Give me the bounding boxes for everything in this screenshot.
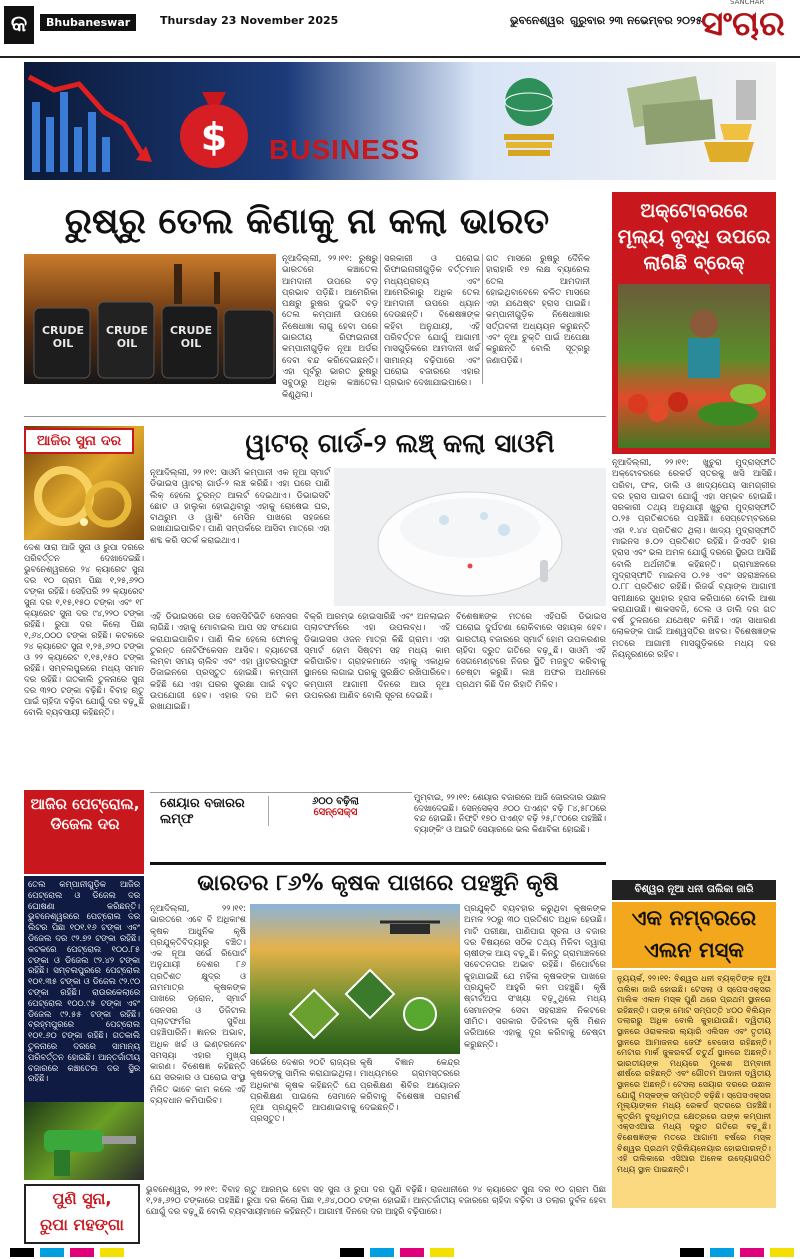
lead-column-1: ନୂଆଦିଲ୍ଲୀ, ୨୨।୧୧: ରୁଷରୁ ଭାରତରେ କଞ୍ଚାତେଲ ଆମଦାନୀ ଉପରେ ବଡ଼ ପ୍ରଭାବ ପଡ଼ିଛି। ଆମେରିକା ପକ୍ଷରୁ ରୁଷର ଦୁଇଟି ବଡ଼ ତେଲ କମ୍ପାନୀ ଉପରେ ନିଷେଧାଜ୍ଞା ଲାଗୁ ହେବା ପରେ ଭାରତୀୟ ରିଫାଇନାରୀ କମ୍ପାନୀଗୁଡ଼ିକ ନୂଆ ଅର୍ଡର ଦେବା ବନ୍ଦ କରିଦେଇଛନ୍ତି। ଏହା ପୂର୍ବରୁ ଭାରତ ରୁଷରୁ ସବୁଠାରୁ ଅଧିକ କଞ୍ଚାତେଲ କିଣୁଥିଲା। <box>282 254 378 400</box>
water-guard-photo <box>334 468 606 606</box>
drone-icon <box>250 904 460 1054</box>
falling-chart-icon <box>24 62 164 180</box>
sensex-label <box>268 796 402 826</box>
crude-oil-photo <box>24 254 276 384</box>
print-color-bar <box>0 1246 800 1259</box>
device-icon <box>334 468 606 606</box>
agri-tech-photo <box>250 904 460 1054</box>
section-divider <box>24 416 606 417</box>
gold-rate-tag: ଆଜିର ସୁନା ଦର <box>24 428 134 454</box>
fuel-nozzle-photo <box>24 1102 144 1180</box>
xiaomi-column-1: ଏହି ଡିଭାଇସରେ ଉଚ୍ଚ ସେନସିଟିଭିଟି ସେନସର ଲାଗିଛି। ଏହାକୁ ମୋବାଇଲ ଆପ ସହ ସଂଯୋଗ କରାଯାଇପାରିବ। ପାଣି ଲିକ ହେଲେ ଫୋନକୁ ତୁରନ୍ତ ନୋଟିଫିକେସନ ଆସିବ। ବ୍ୟାଟେରୀ ଲମ୍ବା ସମୟ ଚାଲିବ ଏବଂ ଏହା ୱାଟରପ୍ରୁଫ ଡିଜାଇନରେ ପ୍ରସ୍ତୁତ ହୋଇଛି। କମ୍ପାନୀ କହିଛି ଯେ ଏହା ଘରର ସୁରକ୍ଷା ପାଇଁ ବହୁତ ଉପଯୋଗୀ ହେବ। ଏହାର ଦର ଅତି କମ ରଖାଯାଇଛି। <box>150 612 298 713</box>
musk-headline-line: ଏଲନ ମସ୍କ <box>644 938 744 962</box>
inflation-headline-line: ମୂଲ୍ୟ ବୃଦ୍ଧି ଉପରେ <box>617 226 771 248</box>
market-label: ଶେୟାର ବଜାରର ଲମ୍ଫ <box>160 796 245 827</box>
petrol-body: ତେଲ କମ୍ପାନୀଗୁଡ଼ିକ ଆଜିର ପେଟ୍ରୋଲ ଓ ଡିଜେଲ ଦର ଘୋଷଣା କରିଛନ୍ତି। ଭୁବନେଶ୍ୱରରେ ପେଟ୍ରୋଲ ଦର ଲିଟର ପିଛା ୧୦୧.୧୬ ଟଙ୍କା ଏବଂ ଡିଜେଲ ଦର ୯୨.୭୨ ଟଙ୍କା ରହିଛି। କଟକରେ ପେଟ୍ରୋଲ ୧୦୦.୮୫ ଟଙ୍କା ଓ ଡିଜେଲ ୯୨.୪୨ ଟଙ୍କା ରହିଛି। ସମ୍ବଲପୁରରେ ପେଟ୍ରୋଲ ୧୦୧.୩୫ ଟଙ୍କା ଓ ଡିଜେଲ ୯୨.୯୦ ଟଙ୍କା ରହିଛି। ରାଉରକେଲାରେ ପେଟ୍ରୋଲ ୧୦୦.୯୫ ଟଙ୍କା ଏବଂ ଡିଜେଲ ୯୨.୫୫ ଟଙ୍କା ରହିଛି। ବ୍ରହ୍ମପୁରରେ ପେଟ୍ରୋଲ ୧୦୧.୬୦ ଟଙ୍କା ରହିଛି। ଗତକାଲି ତୁଳନାରେ ଦରରେ ସାମାନ୍ୟ ପରିବର୍ତ୍ତନ ହୋଇଛି। ଆନ୍ତର୍ଜାତୀୟ ବଜାରରେ କଞ୍ଚାତେଲ ଦର ସ୍ଥିର ରହିଛି। <box>24 876 144 1102</box>
musk-body: ନ୍ୟୁୟର୍କ, ୨୨।୧୧: ବିଶ୍ୱର ଧନୀ ବ୍ୟକ୍ତିଙ୍କ ନୂଆ ତାଲିକା ଜାରି ହୋଇଛି। ଟେସଲା ଓ ସ୍ପେସଏକ୍ସର ମାଲିକ ଏଲନ ମସ୍କ ପୁଣି ଥରେ ପ୍ରଥମ ସ୍ଥାନରେ ରହିଛନ୍ତି। ତାଙ୍କ ମୋଟ ସମ୍ପତ୍ତି ୪୦୦ ବିଲିୟନ ଡଲାରରୁ ଅଧିକ ବୋଲି କୁହାଯାଉଛି। ଦ୍ୱିତୀୟ ସ୍ଥାନରେ ଓରାକଲର ଲ୍ୟାରି ଏଲିସନ ଏବଂ ତୃତୀୟ ସ୍ଥାନରେ ଆମାଜନର ଜେଫ ବେଜୋସ ରହିଛନ୍ତି। ମେଟାର ମାର୍କ ଜୁକରବର୍ଗ ଚତୁର୍ଥ ସ୍ଥାନରେ ଅଛନ୍ତି। ଭାରତୀୟଙ୍କ ମଧ୍ୟରେ ମୁକେଶ ଅମ୍ବାନୀ ଶୀର୍ଷରେ ରହିଛନ୍ତି ଏବଂ ଗୌତମ ଆଦାନୀ ଦ୍ୱିତୀୟ ସ୍ଥାନରେ ଅଛନ୍ତି। ଟେସଲା ସେୟାର ଦରରେ ଉଛାଳ ଯୋଗୁଁ ମସ୍କଙ୍କ ସମ୍ପତ୍ତି ବଢ଼ିଛି। ସ୍ପେସଏକ୍ସର ମୂଲ୍ୟାଙ୍କନ ମଧ୍ୟ ରେକର୍ଡ ସ୍ତରରେ ପହଞ୍ଚିଛି। କୃତ୍ରିମ ବୁଦ୍ଧିମତ୍ତା କ୍ଷେତ୍ରରେ ତାଙ୍କ କମ୍ପାନୀ ଏକ୍ସଏଆଇ ମଧ୍ୟ ଦ୍ରୁତ ଗତିରେ ବଢ଼ୁଛି। ବିଶେଷଜ୍ଞଙ୍କ ମତରେ ଆଗାମୀ ବର୍ଷରେ ମସ୍କ ବିଶ୍ୱର ପ୍ରଥମ ଟ୍ରିଲିୟନେୟାର ହୋଇପାରନ୍ତି। ଏହି ତାଲିକାରେ ଏସିଆର ଅନେକ ଉଦ୍ୟୋଗପତି ମଧ୍ୟ ସ୍ଥାନ ପାଇଛନ୍ତି। <box>612 970 776 1208</box>
vegetable-market-photo <box>618 284 770 448</box>
sensex-gain: ୬୦୦ ବଢ଼ିଲା <box>312 796 359 807</box>
banner-label: BUSINESS <box>269 134 421 165</box>
xiaomi-headline: ୱାଟର୍ ଗାର୍ଡ-୨ ଲଞ୍ଚ୍ କଲା ସାଓମି <box>245 429 555 459</box>
sona-headline <box>24 1184 140 1244</box>
sona-body: ଭୁବନେଶ୍ୱର, ୨୨।୧୧: ବିବାହ ଋତୁ ଆରମ୍ଭ ହେବା ସହ ସୁନା ଓ ରୁପା ଦର ପୁଣି ବଢ଼ିଛି। ରାଜଧାନୀରେ ୨୪ କ୍ୟାରେଟ ସୁନା ଦର ୧୦ ଗ୍ରାମ ପିଛା ୧,୨୫,୬୨୦ ଟଙ୍କାରେ ପହଞ୍ଚିଛି। ରୁପା ଦର କିଲୋ ପିଛା ୧,୬୪,୦୦୦ ଟଙ୍କା ହୋଇଛି। ଆନ୍ତର୍ଜାତୀୟ ବଜାରରେ ଚାହିଦା ବଢ଼ିବା ଓ ଡଲାର ଦୁର୍ବଳ ହେବା ଯୋଗୁଁ ଦର ବଢ଼ୁଛି ବୋଲି ବ୍ୟବସାୟୀମାନେ କହିଛନ୍ତି। ଆଗାମୀ ଦିନରେ ଦର ଆହୁରି ବଢ଼ିପାରେ। <box>146 1184 606 1216</box>
lead-column-3: ଗତ ମାସରେ ରୁଷରୁ ଦୈନିକ ହାରାହାରି ୧୭ ଲକ୍ଷ ବ୍ୟାରେଲ ତେଲ ଆମଦାନୀ ହୋଇଥିବାବେଳେ ଚଳିତ ମାସରେ ଏହା ଯଥେଷ୍ଟ ହ୍ରାସ ପାଇଛି। କମ୍ପାନୀଗୁଡ଼ିକ ନିଷେଧାଜ୍ଞାର ସର୍ତ୍ତାବଳୀ ଅଧ୍ୟୟନ କରୁଛନ୍ତି ଏବଂ ନୂଆ ଚୁକ୍ତି ପାଇଁ ଅପେକ୍ଷା କରୁଛନ୍ତି ବୋଲି ସୂତ୍ରରୁ ଜଣାପଡ଼ିଛି। <box>486 254 590 366</box>
krishi-column-2: ପ୍ରଯୁକ୍ତି ବ୍ୟବହାର କରୁଥିବା କୃଷକଙ୍କ ଅମଳ ୨୦ରୁ ୩୦ ପ୍ରତିଶତ ଅଧିକ ହେଉଛି। ମାଟି ପରୀକ୍ଷା, ପାଣିପାଗ ସୂଚନା ଓ ବଜାର ଦର ବିଷୟରେ ସଠିକ ତଥ୍ୟ ମିଳିବା ଦ୍ୱାରା ଚାଷୀଙ୍କ ଆୟ ବଢ଼ୁଛି। କିନ୍ତୁ ଗ୍ରାମାଞ୍ଚଳରେ ସଚେତନତାର ଅଭାବ ରହିଛି। ରିପୋର୍ଟରେ କୁହାଯାଇଛି ଯେ ମହିଳା କୃଷକଙ୍କ ପାଖରେ ପ୍ରଯୁକ୍ତି ଆହୁରି କମ ପହଞ୍ଚୁଛି। କୃଷି ଷ୍ଟାର୍ଟଅପ ସଂଖ୍ୟା ବଢ଼ୁଥିଲେ ମଧ୍ୟ ସେମାନଙ୍କ ସେବା ସହରାଞ୍ଚଳ ନିକଟରେ ସୀମିତ। ସରକାର ଡିଜିଟାଲ କୃଷି ମିଶନ ଜରିଆରେ ଏହାକୁ ଦୂର କରିବାକୁ ଚେଷ୍ଟା କରୁଛନ୍ତି। <box>464 904 606 1050</box>
inflation-headline-line: ଲାଗିଛି ବ୍ରେକ୍ <box>643 252 745 274</box>
lead-headline: ରୁଷ୍‌ରୁ ତେଲ କିଣାକୁ ନା କଲା ଭାରତ <box>64 201 550 242</box>
money-bag-icon <box>174 74 254 170</box>
column-divider <box>482 254 483 384</box>
musk-tag: ବିଶ୍ୱର ନୂଆ ଧନୀ ତାଲିକା ଜାରି <box>612 880 776 900</box>
newspaper-logo: ସଂଚାର <box>701 4 785 44</box>
date-label-en: Thursday 23 November 2025 <box>160 14 339 27</box>
barrel-label: CRUDE OIL <box>105 324 149 350</box>
lead-column-2: ସରକାରୀ ଓ ଘରୋଇ ରିଫାଇନାରୀଗୁଡ଼ିକ ବର୍ତ୍ତମାନ ମଧ୍ୟପ୍ରାଚ୍ୟ ଏବଂ ଆମେରିକାରୁ ଅଧିକ ତେଲ ଆମଦାନୀ ଉପରେ ଧ୍ୟାନ ଦେଉଛନ୍ତି। ବିଶେଷଜ୍ଞଙ୍କ କହିବା ଅନୁଯାୟୀ, ଏହି ପରିବର୍ତ୍ତନ ଯୋଗୁଁ ଆଗାମୀ ମାସଗୁଡ଼ିକରେ ଆମଦାନୀ ଖର୍ଚ୍ଚ ସାମାନ୍ୟ ବଢ଼ିପାରେ ଏବଂ ଘରୋଇ ବଜାରରେ ଏହାର ପ୍ରଭାବ ଦେଖାଯାଇପାରେ। <box>384 254 480 389</box>
inflation-headline <box>612 198 776 276</box>
krishi-column-4: କୃଷି ବିଜ୍ଞାନ କେନ୍ଦ୍ର ମାଧ୍ୟମରେ ଗ୍ରାମସ୍ତରରେ ପ୍ରଶିକ୍ଷଣ ଶିବିର ଆୟୋଜନ କରିବାକୁ ବିଶେଷଜ୍ଞ ପରାମର୍ଶ ଦେଇଛନ୍ତି। <box>360 1058 460 1114</box>
sensex-name: ସେନ୍ସେକ୍ସ <box>313 807 358 818</box>
date-label-or: ଗୁରୁବାର ୨୩ ନଭେମ୍ବର ୨୦୨୫ <box>570 14 703 27</box>
inflation-body: ନୂଆଦିଲ୍ଲୀ, ୨୨।୧୧: ଖୁଚୁରା ମୁଦ୍ରାସ୍ଫୀତି ଅକ୍ଟୋବରରେ ରେକର୍ଡ ସ୍ତରକୁ ଖସି ଆସିଛି। ପରିବା, ଫଳ, ଡାଲି ଓ ଖାଦ୍ୟପେୟ ସାମଗ୍ରୀର ଦର ହ୍ରାସ ପାଇବା ଯୋଗୁଁ ଏହା ସମ୍ଭବ ହୋଇଛି। ସରକାରୀ ତଥ୍ୟ ଅନୁଯାୟୀ ଖୁଚୁରା ମୁଦ୍ରାସ୍ଫୀତି ୦.୨୫ ପ୍ରତିଶତରେ ପହଞ୍ଚିଛି। ସେପ୍ଟେମ୍ବରରେ ଏହା ୧.୪୪ ପ୍ରତିଶତ ଥିଲା। ଖାଦ୍ୟ ମୁଦ୍ରାସ୍ଫୀତି ମାଇନସ ୫.୦୨ ପ୍ରତିଶତ ରହିଛି। ଜିଏସଟି ହାର ହ୍ରାସ ଏବଂ ଭଲ ଅମଳ ଯୋଗୁଁ ଦରରେ ସ୍ଥିରତା ଆସିଛି ବୋଲି ଅର୍ଥନୀତିଜ୍ଞ କହିଛନ୍ତି। ଗ୍ରାମାଞ୍ଚଳରେ ମୁଦ୍ରାସ୍ଫୀତି ମାଇନସ ୦.୨୫ ଏବଂ ସହରାଞ୍ଚଳରେ ୦.୮୮ ପ୍ରତିଶତ ରହିଛି। ରିଜର୍ଭ ବ୍ୟାଙ୍କ ଆଗାମୀ ସମୀକ୍ଷାରେ ସୁଧହାର ହ୍ରାସ କରିପାରେ ବୋଲି ଆଶା କରାଯାଉଛି। ଶାକସବଜି, ତେଲ ଓ ଡାଲି ଦର ଗତ ବର୍ଷ ତୁଳନାରେ ଯଥେଷ୍ଟ କମିଛି। ଏହା ସାଧାରଣ ଲୋକଙ୍କ ପାଇଁ ଆଶ୍ୱସ୍ତିର ଖବର। ବିଶେଷଜ୍ଞଙ୍କ ମତରେ ଆଗାମୀ ମାସଗୁଡ଼ିକରେ ମଧ୍ୟ ଦର ନିୟନ୍ତ୍ରଣରେ ରହିବ। <box>612 458 776 661</box>
oil-barrels-icon <box>24 254 276 384</box>
xiaomi-column-top: ନୂଆଦିଲ୍ଲୀ, ୨୨।୧୧: ସାଓମି କମ୍ପାନୀ ଏକ ନୂଆ ସ୍ମାର୍ଟ ଡିଭାଇସ ୱାଟର୍ ଗାର୍ଡ-୨ ଲଞ୍ଚ କରିଛି। ଏହା ଘରେ ପାଣି ଲିକ୍ ହେଲେ ତୁରନ୍ତ ଆଲର୍ଟ ଦେଇଥାଏ। ଡିଭାଇସଟି ଛୋଟ ଓ ହାଲୁକା ହୋଇଥିବାରୁ ଏହାକୁ ରୋଷେଇ ଘର, ବାଥରୁମ ଓ ୱାଶିଂ ମେସିନ ପାଖରେ ସହଜରେ ରଖାଯାଇପାରିବ। ପାଣି ସମ୍ପର୍କରେ ଆସିବା ମାତ୍ରେ ଏହା ଶବ୍ଦ କରି ସତର୍କ କରାଇଥାଏ। <box>150 468 330 546</box>
sona-headline-line: ପୁଣି ସୁନା, <box>52 1189 112 1208</box>
city-label-or: ଭୁବନେଶ୍ୱର <box>510 14 565 27</box>
globe-coins-icon <box>494 72 564 162</box>
gold-rate-body: ଦେଶ ସାରା ଆଜି ସୁନା ଓ ରୁପା ଦରରେ ପରିବର୍ତ୍ତନ ଦେଖାଦେଇଛି। ଭୁବନେଶ୍ୱରରେ ୨୪ କ୍ୟାରେଟ ସୁନା ଦର ୧୦ ଗ୍ରାମ ପିଛା ୧,୨୫,୬୨୦ ଟଙ୍କା ରହିଛି। ସେହିପରି ୨୨ କ୍ୟାରେଟ ସୁନା ଦର ୧,୧୫,୧୫୦ ଟଙ୍କା ଏବଂ ୧୮ କ୍ୟାରେଟ ସୁନା ଦର ୯୪,୨୨୦ ଟଙ୍କା ରହିଛି। ରୁପା ଦର କିଲୋ ପିଛା ୧,୬୪,୦୦୦ ଟଙ୍କା ରହିଛି। କଟକରେ ୨୪ କ୍ୟାରେଟ ସୁନା ୧,୨୫,୬୨୦ ଟଙ୍କା ଓ ୨୨ କ୍ୟାରେଟ ୧,୧୫,୧୫୦ ଟଙ୍କା ରହିଛି। ସମ୍ବଲପୁରରେ ମଧ୍ୟ ସମାନ ଦର ରହିଛି। ଗତକାଲି ତୁଳନାରେ ସୁନା ଦର ୩୨୦ ଟଙ୍କା ବଢ଼ିଛି। ବିବାହ ଋତୁ ପାଇଁ ଚାହିଦା ବଢ଼ିବା ଯୋଗୁଁ ଦର ବଢ଼ୁଛି ବୋଲି ବ୍ୟବସାୟୀ କହିଛନ୍ତି। <box>24 542 144 717</box>
xiaomi-column-2: ବିକ୍ରି ଆରମ୍ଭ ହୋଇସାରିଛି ଏବଂ ଅନଲାଇନ ପ୍ଲାଟଫର୍ମରେ ଏହା ଉପଲବ୍ଧ। ଏହି ଡିଭାଇସର ଓଜନ ମାତ୍ର କିଛି ଗ୍ରାମ। ଏହା ସ୍ମାର୍ଟ ହୋମ ସିଷ୍ଟମ ସହ ମଧ୍ୟ କାମ କରିପାରିବ। ଗ୍ରାହକମାନେ ଏହାକୁ ଏକାଧିକ ସ୍ଥାନରେ ଲଗାଇ ଘରକୁ ସୁରକ୍ଷିତ ରଖିପାରିବେ। କମ୍ପାନୀ ଆଗାମୀ ଦିନରେ ଆଉ ନୂଆ ଉପକରଣ ଆଣିବ ବୋଲି ସୂଚନା ଦେଇଛି। <box>304 612 450 702</box>
xiaomi-column-3: ବିଶେଷଜ୍ଞଙ୍କ ମତରେ ଏହିପରି ଡିଭାଇସ ଘରୋଇ ଦୁର୍ଘଟଣା ରୋକିବାରେ ସହାୟକ ହେବ। ଭାରତୀୟ ବଜାରରେ ସ୍ମାର୍ଟ ହୋମ ଉପକରଣର ଚାହିଦା ଦ୍ରୁତ ଗତିରେ ବଢ଼ୁଛି। ସାଓମି ଏହି ସେଗମେଣ୍ଟରେ ନିଜର ସ୍ଥିତି ମଜବୁତ କରିବାକୁ ଚେଷ୍ଟା କରୁଛି। ଲଞ୍ଚ ଅଫର ଅଧୀନରେ ପ୍ରଥମ କିଛି ଦିନ ରିହାତି ମିଳିବ। <box>456 612 606 690</box>
krishi-column-3: ସର୍ଭେରେ ଦେଶର ୨୦ଟି ରାଜ୍ୟର କୃଷକଙ୍କୁ ସାମିଲ କରାଯାଇଥିଲା। ଅଧିକାଂଶ କୃଷକ କହିଛନ୍ତି ଯେ ପ୍ରଶିକ୍ଷଣ ପାଇଲେ ସେମାନେ ନୂଆ ପ୍ରଯୁକ୍ତି ଆପଣାଇବାକୁ ପ୍ରସ୍ତୁତ। <box>250 1058 356 1125</box>
barrel-label: CRUDE OIL <box>41 324 85 350</box>
petrol-tag: ଆଜିର ପେଟ୍ରୋଲ, ଡିଜେଲ ଦର <box>30 795 140 833</box>
barrel-label: CRUDE OIL <box>169 324 213 350</box>
musk-headline <box>612 902 776 968</box>
city-label-en: Bhubaneswar <box>40 14 136 31</box>
svg-text:$: $ <box>200 115 228 159</box>
vendor-icon <box>618 284 770 448</box>
inflation-headline-line: ଅକ୍ଟୋବରରେ <box>640 200 748 222</box>
column-divider <box>380 254 381 384</box>
market-body: ମୁମ୍ବାଇ, ୨୨।୧୧: ଶେୟାର ବଜାରରେ ଆଜି ଜୋରଦାର ଉଛାଳ ଦେଖାଦେଇଛି। ସେନ୍ସେକ୍ସ ୬୦୦ ପଏଣ୍ଟ ବଢ଼ି ୮୪,୫୮୦ରେ ବନ୍ଦ ହୋଇଛି। ନିଫ୍ଟି ୧୭୦ ପଏଣ୍ଟ ବଢ଼ି ୨୫,୮୯୦ରେ ପହଞ୍ଚିଛି। ବ୍ୟାଙ୍କିଂ ଓ ଆଇଟି ସେୟାରରେ ଭଲ କିଣାବିକା ହୋଇଛି। <box>414 792 606 834</box>
edition-icon: କ <box>4 6 34 44</box>
fuel-nozzle-icon <box>24 1102 144 1180</box>
musk-headline-line: ଏକ ନମ୍ବରରେ <box>631 906 757 930</box>
krishi-column-1: ନୂଆଦିଲ୍ଲୀ, ୨୨।୧୧: ଭାରତରେ ଏବେ ବି ଅଧିକାଂଶ କୃଷକ ଆଧୁନିକ କୃଷି ପ୍ରଯୁକ୍ତିବିଦ୍ୟାରୁ ବଞ୍ଚିତ। ଏକ ନୂଆ ସର୍ଭେ ରିପୋର୍ଟ ଅନୁଯାୟୀ ଦେଶର ୮୬ ପ୍ରତିଶତ କ୍ଷୁଦ୍ର ଓ ନାମମାତ୍ର କୃଷକଙ୍କ ପାଖରେ ଡ୍ରୋନ, ସ୍ମାର୍ଟ ସେନସର ଓ ଡିଜିଟାଲ ପ୍ଲାଟଫର୍ମର ସୁବିଧା ପହଞ୍ଚିପାରିନି। ଜ୍ଞାନର ଅଭାବ, ଅଧିକ ଖର୍ଚ୍ଚ ଓ ଇଣ୍ଟରନେଟ ସମସ୍ୟା ଏହାର ମୁଖ୍ୟ କାରଣ। ବିଶେଷଜ୍ଞ କହିଛନ୍ତି ଯେ ସରକାର ଓ ଘରୋଇ ସଂସ୍ଥା ମିଳିତ ଭାବେ କାମ କଲେ ଏହି ବ୍ୟବଧାନ କମିପାରିବ। <box>150 904 246 1107</box>
krishi-headline: ଭାରତର ୮୬% କୃଷକ ପାଖରେ ପହଞ୍ଚୁନି କୃଷି <box>150 862 606 900</box>
logo-caption: SANCHAR <box>730 0 765 6</box>
sona-headline-line: ରୁପା ମହଙ୍ଗା <box>40 1215 124 1234</box>
business-banner <box>24 62 776 180</box>
cash-gold-icon <box>624 72 764 172</box>
